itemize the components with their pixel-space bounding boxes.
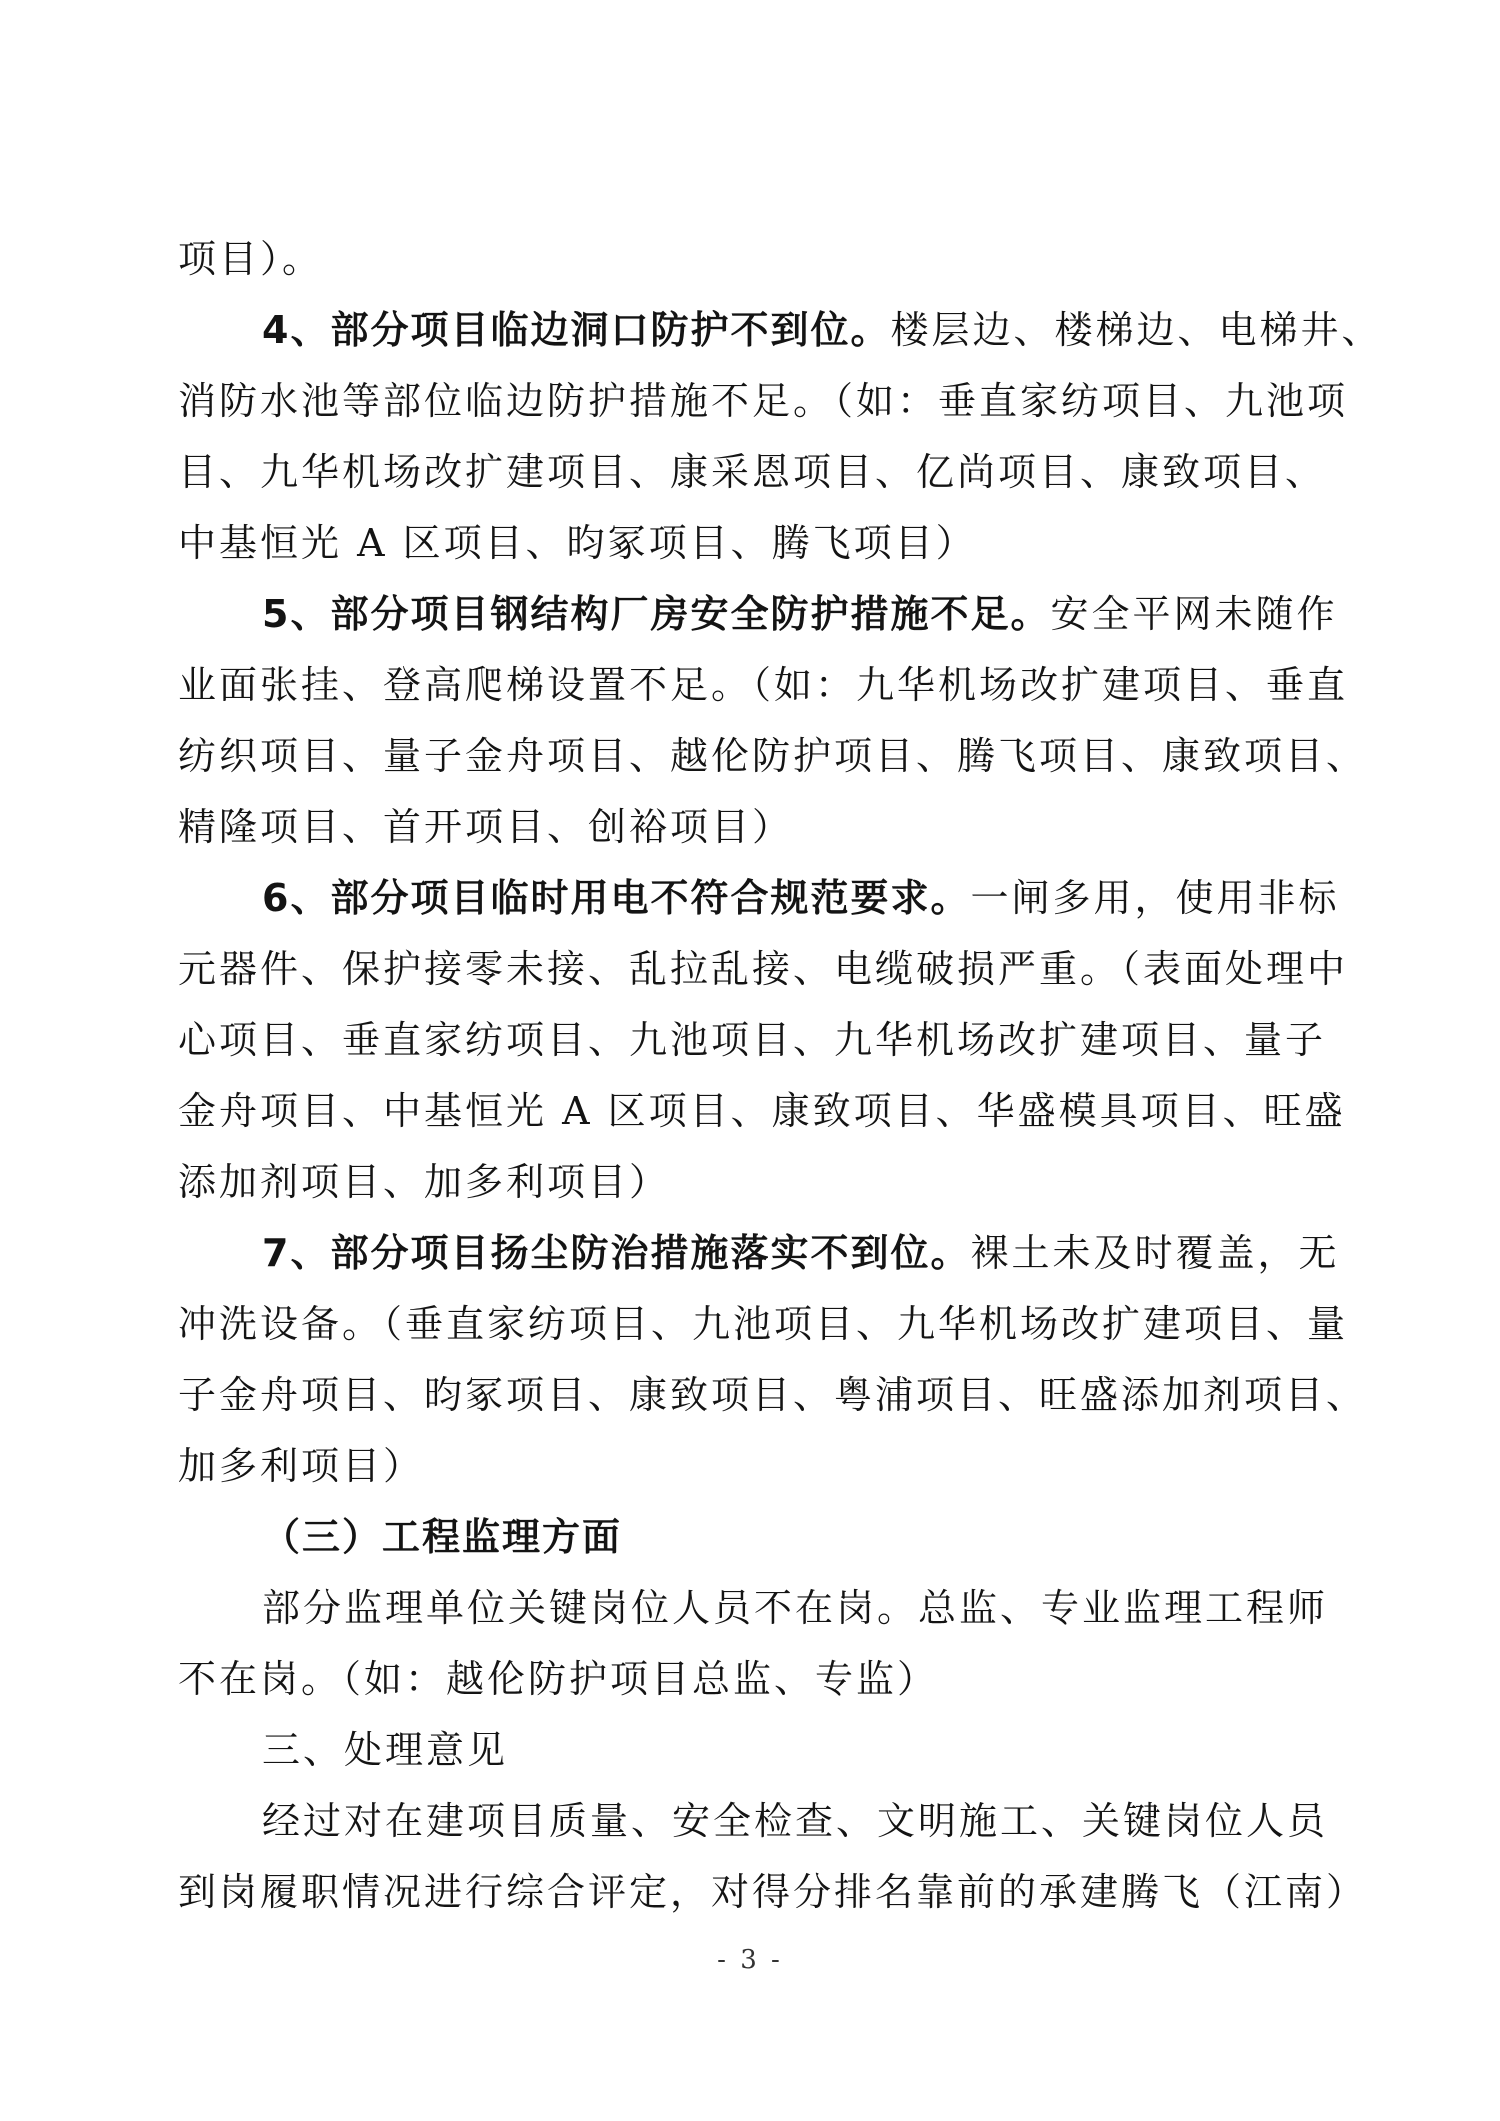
line-text: 不在岗。（如：越伦防护项目总监、专监） bbox=[178, 1657, 939, 1701]
line-text: 加多利项目） bbox=[178, 1444, 425, 1488]
text-line bbox=[178, 1644, 1323, 1715]
line-text: 纺织项目、量子金舟项目、越伦防护项目、腾飞项目、康致项目、 bbox=[178, 734, 1368, 778]
text-line bbox=[178, 508, 1323, 579]
text-line bbox=[178, 437, 1327, 508]
text-line bbox=[178, 650, 1349, 721]
line-text: 目、九华机场改扩建项目、康采恩项目、亿尚项目、康致项目、 bbox=[178, 450, 1327, 494]
line-text: 裸土未及时覆盖，无 bbox=[970, 1231, 1340, 1275]
line-text: 到岗履职情况进行综合评定，对得分排名靠前的承建腾飞（江南） bbox=[178, 1870, 1368, 1914]
line-text: 消防水池等部位临边防护措施不足。（如：垂直家纺项目、九池项 bbox=[178, 379, 1349, 423]
line-text: 金舟项目、中基恒光 A 区项目、康致项目、华盛模具项目、旺盛 bbox=[178, 1089, 1346, 1133]
line-text: 精隆项目、首开项目、创裕项目） bbox=[178, 805, 794, 849]
page-number: - 3 - bbox=[717, 1945, 783, 1975]
line-text: 元器件、保护接零未接、乱拉乱接、电缆破损严重。（表面处理中 bbox=[178, 947, 1349, 991]
text-line bbox=[178, 1573, 1329, 1644]
text-line bbox=[178, 1147, 1323, 1218]
text-line bbox=[178, 1431, 1323, 1502]
text-line bbox=[178, 366, 1349, 437]
text-line bbox=[178, 1857, 1368, 1928]
bold-heading: 4、部分项目临边洞口防护不到位。 bbox=[262, 308, 891, 352]
text-line bbox=[178, 1076, 1346, 1147]
bold-heading: 6、部分项目临时用电不符合规范要求。 bbox=[262, 876, 971, 920]
text-line bbox=[178, 934, 1349, 1005]
text-line bbox=[178, 1218, 1340, 1289]
text-line bbox=[178, 1005, 1327, 1076]
line-text: 安全平网未随作 bbox=[1050, 592, 1338, 636]
line-text: 业面张挂、登高爬梯设置不足。（如：九华机场改扩建项目、垂直 bbox=[178, 663, 1349, 707]
line-text: 一闸多用，使用非标 bbox=[970, 876, 1340, 920]
text-line bbox=[178, 863, 1340, 934]
text-line bbox=[178, 1502, 1323, 1573]
text-line bbox=[178, 1289, 1349, 1360]
text-line bbox=[178, 1360, 1368, 1431]
text-line bbox=[178, 579, 1338, 650]
text-line bbox=[178, 295, 1383, 366]
text-line bbox=[178, 792, 1323, 863]
text-line bbox=[178, 224, 1323, 295]
line-text: 中基恒光 A 区项目、昀冢项目、腾飞项目） bbox=[178, 521, 977, 565]
text-line bbox=[178, 721, 1368, 792]
bold-heading: （三）工程监理方面 bbox=[262, 1515, 623, 1559]
line-text: 心项目、垂直家纺项目、九池项目、九华机场改扩建项目、量子 bbox=[178, 1018, 1327, 1062]
line-text: 子金舟项目、昀冢项目、康致项目、粤浦项目、旺盛添加剂项目、 bbox=[178, 1373, 1368, 1417]
text-line bbox=[178, 1715, 1323, 1786]
document-body bbox=[178, 224, 1383, 1928]
bold-heading: 5、部分项目钢结构厂房安全防护措施不足。 bbox=[262, 592, 1051, 636]
line-text: 部分监理单位关键岗位人员不在岗。总监、专业监理工程师 bbox=[262, 1586, 1329, 1630]
bold-heading: 7、部分项目扬尘防治措施落实不到位。 bbox=[262, 1231, 971, 1275]
line-text: 添加剂项目、加多利项目） bbox=[178, 1160, 671, 1204]
line-text: 楼层边、楼梯边、电梯井、 bbox=[890, 308, 1383, 352]
line-text: 三、处理意见 bbox=[262, 1728, 509, 1772]
line-text: 经过对在建项目质量、安全检查、文明施工、关键岗位人员 bbox=[262, 1799, 1329, 1843]
line-text: 项目）。 bbox=[178, 237, 324, 281]
line-text: 冲洗设备。（垂直家纺项目、九池项目、九华机场改扩建项目、量 bbox=[178, 1302, 1349, 1346]
text-line bbox=[178, 1786, 1329, 1857]
